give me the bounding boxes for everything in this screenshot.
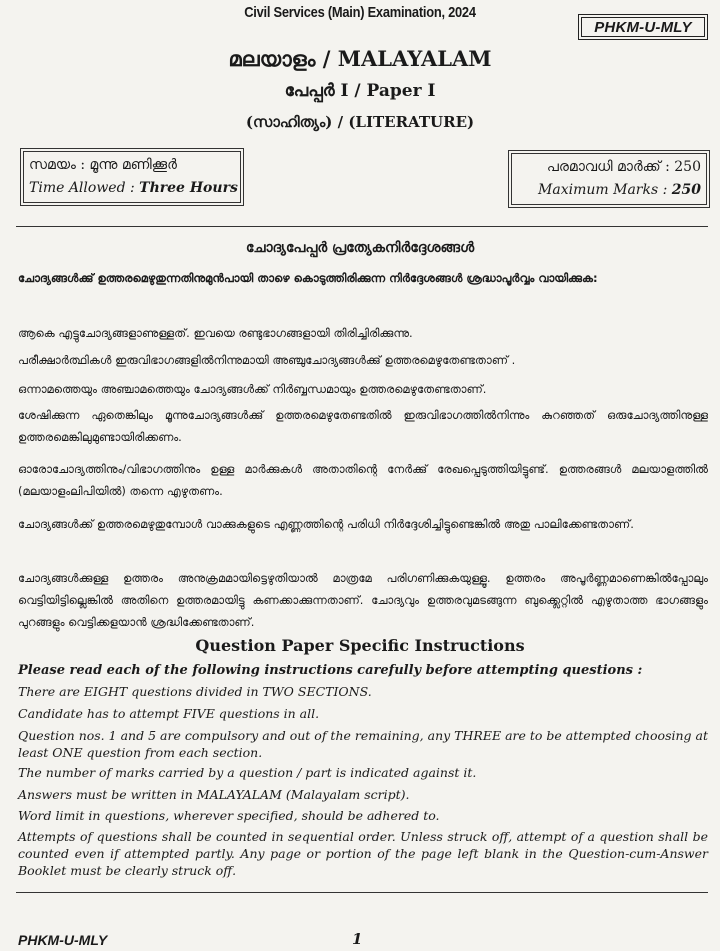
english-instruction-item: Attempts of questions shall be counted in sequential order. Unless struck off, attempt of a question shall be counted even if attempted partly. Any page or portion of the page left blank in the Question-cum-Answer Booklet must be clearly struck off. [18,829,708,878]
exam-title: Civil Services (Main) Examination, 2024 [244,4,476,21]
malayalam-instructions-heading: ചോദ്യപേപ്പർ പ്രത്യേകനിർദ്ദേശങ്ങൾ [245,240,475,256]
malayalam-instruction-item: ഓരോചോദ്യത്തിനും/വിഭാഗത്തിനും ഉള്ള മാർക്കുകൾ അതാതിന്റെ നേർക്കു് രേഖപ്പെടുത്തിയിട്ടുണ്ട്. ഉത്തരങ്ങൾ മലയാളത്തിൽ (മലയാളംലിപിയിൽ) തന്നെ എഴുതണം. [18,462,708,498]
page-number: 1 [352,930,363,948]
english-instruction-item: Candidate has to attempt FIVE questions in all. [18,706,320,721]
english-instructions-heading: Question Paper Specific Instructions [195,636,525,655]
time-allowed-english [29,177,238,199]
maximum-marks-box [508,150,710,208]
time-allowed-value: Three Hours [139,180,238,196]
english-instruction-item: Answers must be written in MALAYALAM (Malayalam script). [18,787,410,802]
english-instruction-item: Question nos. 1 and 5 are compulsory and out of the remaining, any THREE are to be attempted choosing at least ONE question from each section. [18,728,708,760]
time-allowed-malayalam: സമയം : മൂന്നു മണിക്കൂർ [29,157,177,173]
malayalam-instruction-item: ശേഷിക്കുന്ന ഏതെങ്കിലും മൂന്നുചോദ്യങ്ങൾക്കു് ഉത്തരമെഴുതേണ്ടതിൽ ഇരുവിഭാഗത്തിൽനിന്നും കുറഞ്ഞത് ഒരുചോദ്യത്തിനുള്ള ഉത്തരമെങ്കിലുമുണ്ടായിരിക്കണം. [18,408,708,444]
malayalam-instruction-item: ആകെ എട്ടുചോദ്യങ്ങളാണുള്ളത്. ഇവയെ രണ്ടുഭാഗങ്ങളായി തിരിച്ചിരിക്കുന്നു. [18,326,413,340]
top-divider [16,226,708,227]
time-allowed-label: Time Allowed : [29,180,140,196]
malayalam-instruction-item: ചോദ്യങ്ങൾക്കുള്ള ഉത്തരം അനുക്രമമായിട്ടെഴുതിയാൽ മാത്രമേ പരിഗണിക്കുകയുള്ളൂ. ഉത്തരം അപൂർണ്ണമാണെങ്കിൽപ്പോലും വെട്ടിയിട്ടില്ലെങ്കിൽ അതിനെ ഉത്തരമായിട്ടു കണക്കാക്കുന്നതാണ്. ചോദ്യവും ഉത്തരവുമടങ്ങുന്ന ബുക്ക്ലെറ്റിൽ എഴുതാത്ത ഭാഗങ്ങളും പുറങ്ങളും വെട്ടിക്കളയാൻ ശ്രദ്ധിക്കേണ്ടതാണ്. [18,571,708,629]
bottom-divider [16,892,708,893]
english-instruction-item: The number of marks carried by a question / part is indicated against it. [18,765,477,780]
section-title: (സാഹിത്യം) / (LITERATURE) [245,113,475,131]
malayalam-instruction-item: ചോദ്യങ്ങൾക്ക് ഉത്തരമെഴുതുമ്പോൾ വാക്കുകളുടെ എണ്ണത്തിന്റെ പരിധി നിർദ്ദേശിച്ചിട്ടുണ്ടെങ്കിൽ അതു പാലിക്കേണ്ടതാണ്. [18,517,634,531]
malayalam-instructions-intro: ചോദ്യങ്ങൾക്കു് ഉത്തരമെഴുതുന്നതിനുമുൻപായി താഴെ കൊടുത്തിരിക്കുന്ന നിർദ്ദേശങ്ങൾ ശ്രദ്ധാപൂർവ്വം വായിക്കുക: [18,271,598,285]
paper-title: പേപ്പർ I / Paper I [284,81,436,101]
english-instruction-item: There are EIGHT questions divided in TWO SECTIONS. [18,684,372,699]
maximum-marks-label: Maximum Marks : [538,182,672,198]
paper-code-box [578,14,708,40]
paper-code: PHKM-U-MLY [594,18,692,36]
malayalam-instruction-item: പരീക്ഷാർത്ഥികൾ ഇരുവിഭാഗങ്ങളിൽനിന്നുമായി അഞ്ചുചോദ്യങ്ങൾക്കു് ഉത്തരമെഴുതേണ്ടതാണ് . [18,353,516,367]
maximum-marks-english [517,179,701,201]
time-allowed-box [20,148,244,206]
maximum-marks-malayalam: പരമാവധി മാർക്ക് : 250 [546,159,701,175]
english-instructions-intro: Please read each of the following instructions carefully before attempting questions : [18,663,643,678]
footer-paper-code: PHKM-U-MLY [18,932,108,948]
maximum-marks-value: 250 [671,182,701,198]
subject-title: മലയാളം / MALAYALAM [228,46,492,71]
english-instruction-item: Word limit in questions, wherever specified, should be adhered to. [18,808,440,823]
malayalam-instruction-item: ഒന്നാമത്തെയും അഞ്ചാമത്തെയും ചോദ്യങ്ങൾക്ക് നിർബ്ബന്ധമായും ഉത്തരമെഴുതേണ്ടതാണ്. [18,382,487,396]
